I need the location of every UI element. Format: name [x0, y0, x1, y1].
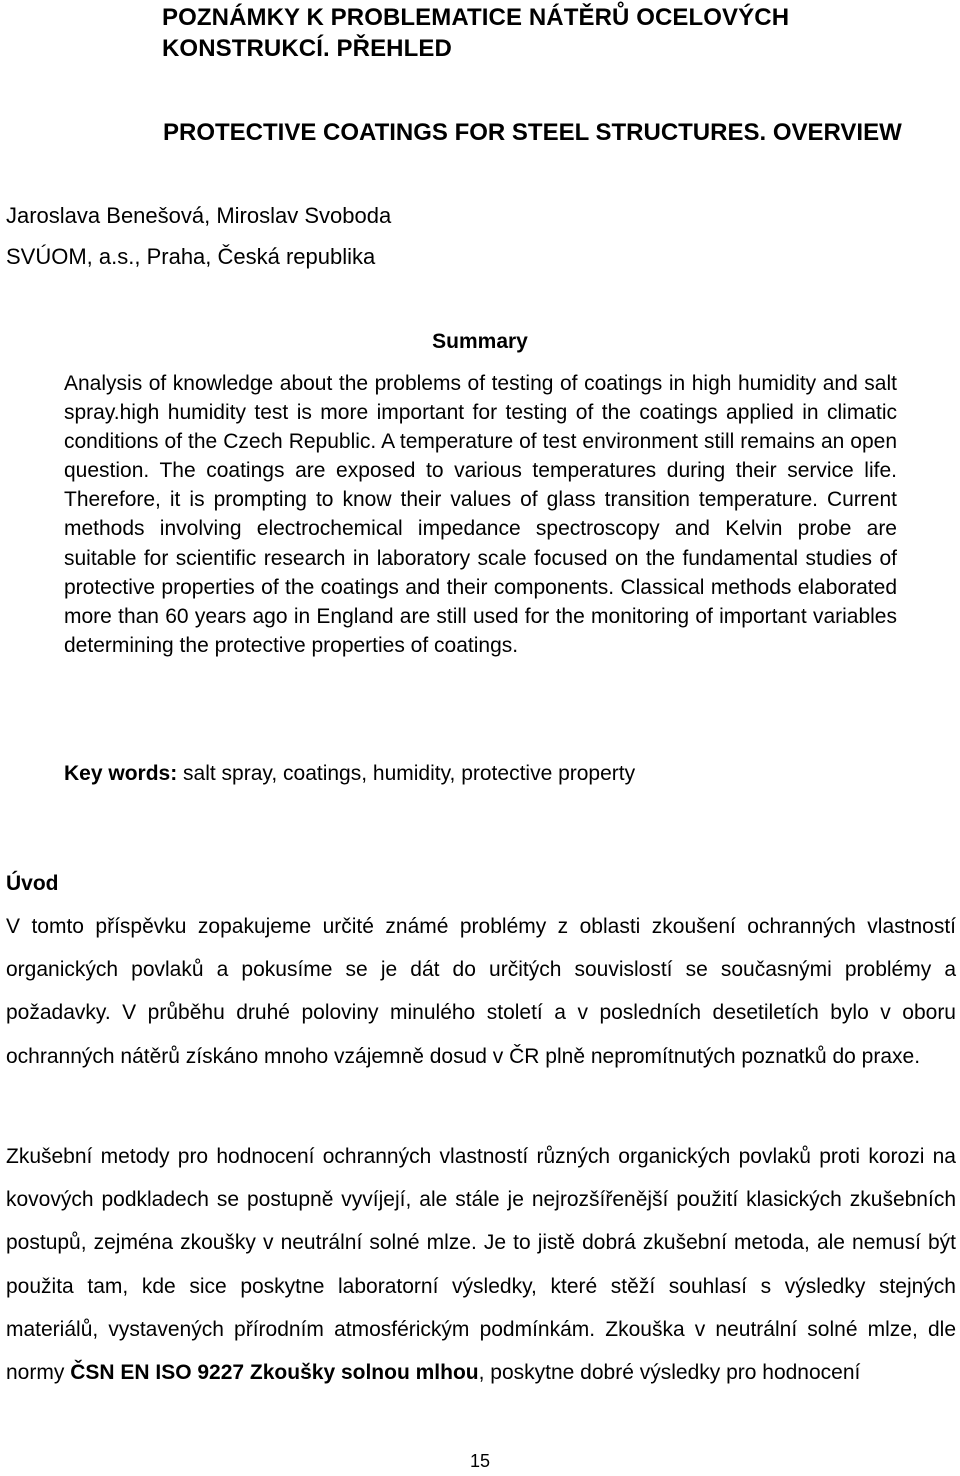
title-czech: POZNÁMKY K PROBLEMATICE NÁTĚRŮ OCELOVÝCH KONSTRUKCÍ. PŘEHLED	[162, 4, 790, 62]
keywords	[64, 759, 897, 788]
authors: Jaroslava Benešová, Miroslav Svoboda	[6, 203, 392, 228]
summary-heading: Summary	[432, 330, 528, 353]
intro-paragraph-2	[6, 1135, 956, 1394]
title-english: PROTECTIVE COATINGS FOR STEEL STRUCTURES. OVERVIEW	[163, 119, 902, 146]
paragraph-2-end: , poskytne dobré výsledky pro hodnocení	[478, 1361, 861, 1385]
keywords-text: salt spray, coatings, humidity, protective property	[177, 762, 636, 785]
keywords-label: Key words:	[64, 762, 178, 785]
page-number: 15	[469, 1451, 491, 1471]
intro-paragraph-1: V tomto příspěvku zopakujeme určité známé problémy z oblasti zkoušení ochranných vlastností organických povlaků a pokusíme se je dát do určitých souvislostí se současnými problémy a požadavky. V průběhu druhé poloviny minulého století a v posledních desetiletích bylo v oboru ochranných nátěrů získáno mnoho vzájemně dosud v ČR plně nepromítnutých poznatků do praxe.	[6, 915, 956, 1068]
affiliation: SVÚOM, a.s., Praha, Česká republika	[6, 244, 376, 269]
paragraph-2-start: Zkušební metody pro hodnocení ochranných vlastností různých organických povlaků proti korozi na kovových podkladech se postupně vyvíjejí, ale stále je nejrozšířenější použití klasických zkušebních postupů, zejména zkoušky v neutrální solné mlze. Je to jistě dobrá zkušební metoda, ale nemusí být použita tam, kde sice poskytne laboratorní výsledky, které stěží souhlasí s výsledky stejných materiálů, vystavených přírodním atmosférickým podmínkám. Zkouška v neutrální solné mlze, dle normy	[6, 1145, 956, 1385]
standard-reference: ČSN EN ISO 9227 Zkoušky solnou mlhou	[70, 1361, 479, 1385]
section-heading: Úvod	[6, 872, 59, 895]
summary-text: Analysis of knowledge about the problems of testing of coatings in high humidity and salt spray.high humidity test is more important for testing of the coatings applied in climatic conditions of the Czech Republic. A temperature of test environment still remains an open question. The coatings are exposed to various temperatures during their service life. Therefore, it is prompting to know their values of glass transition temperature. Current methods involving electrochemical impedance spectroscopy and Kelvin probe are suitable for scientific research in laboratory scale focused on the fundamental studies of protective properties of the coatings and their components. Classical methods elaborated more than 60 years ago in England are still used for the monitoring of important variables determining the protective properties of coatings.	[64, 372, 897, 657]
